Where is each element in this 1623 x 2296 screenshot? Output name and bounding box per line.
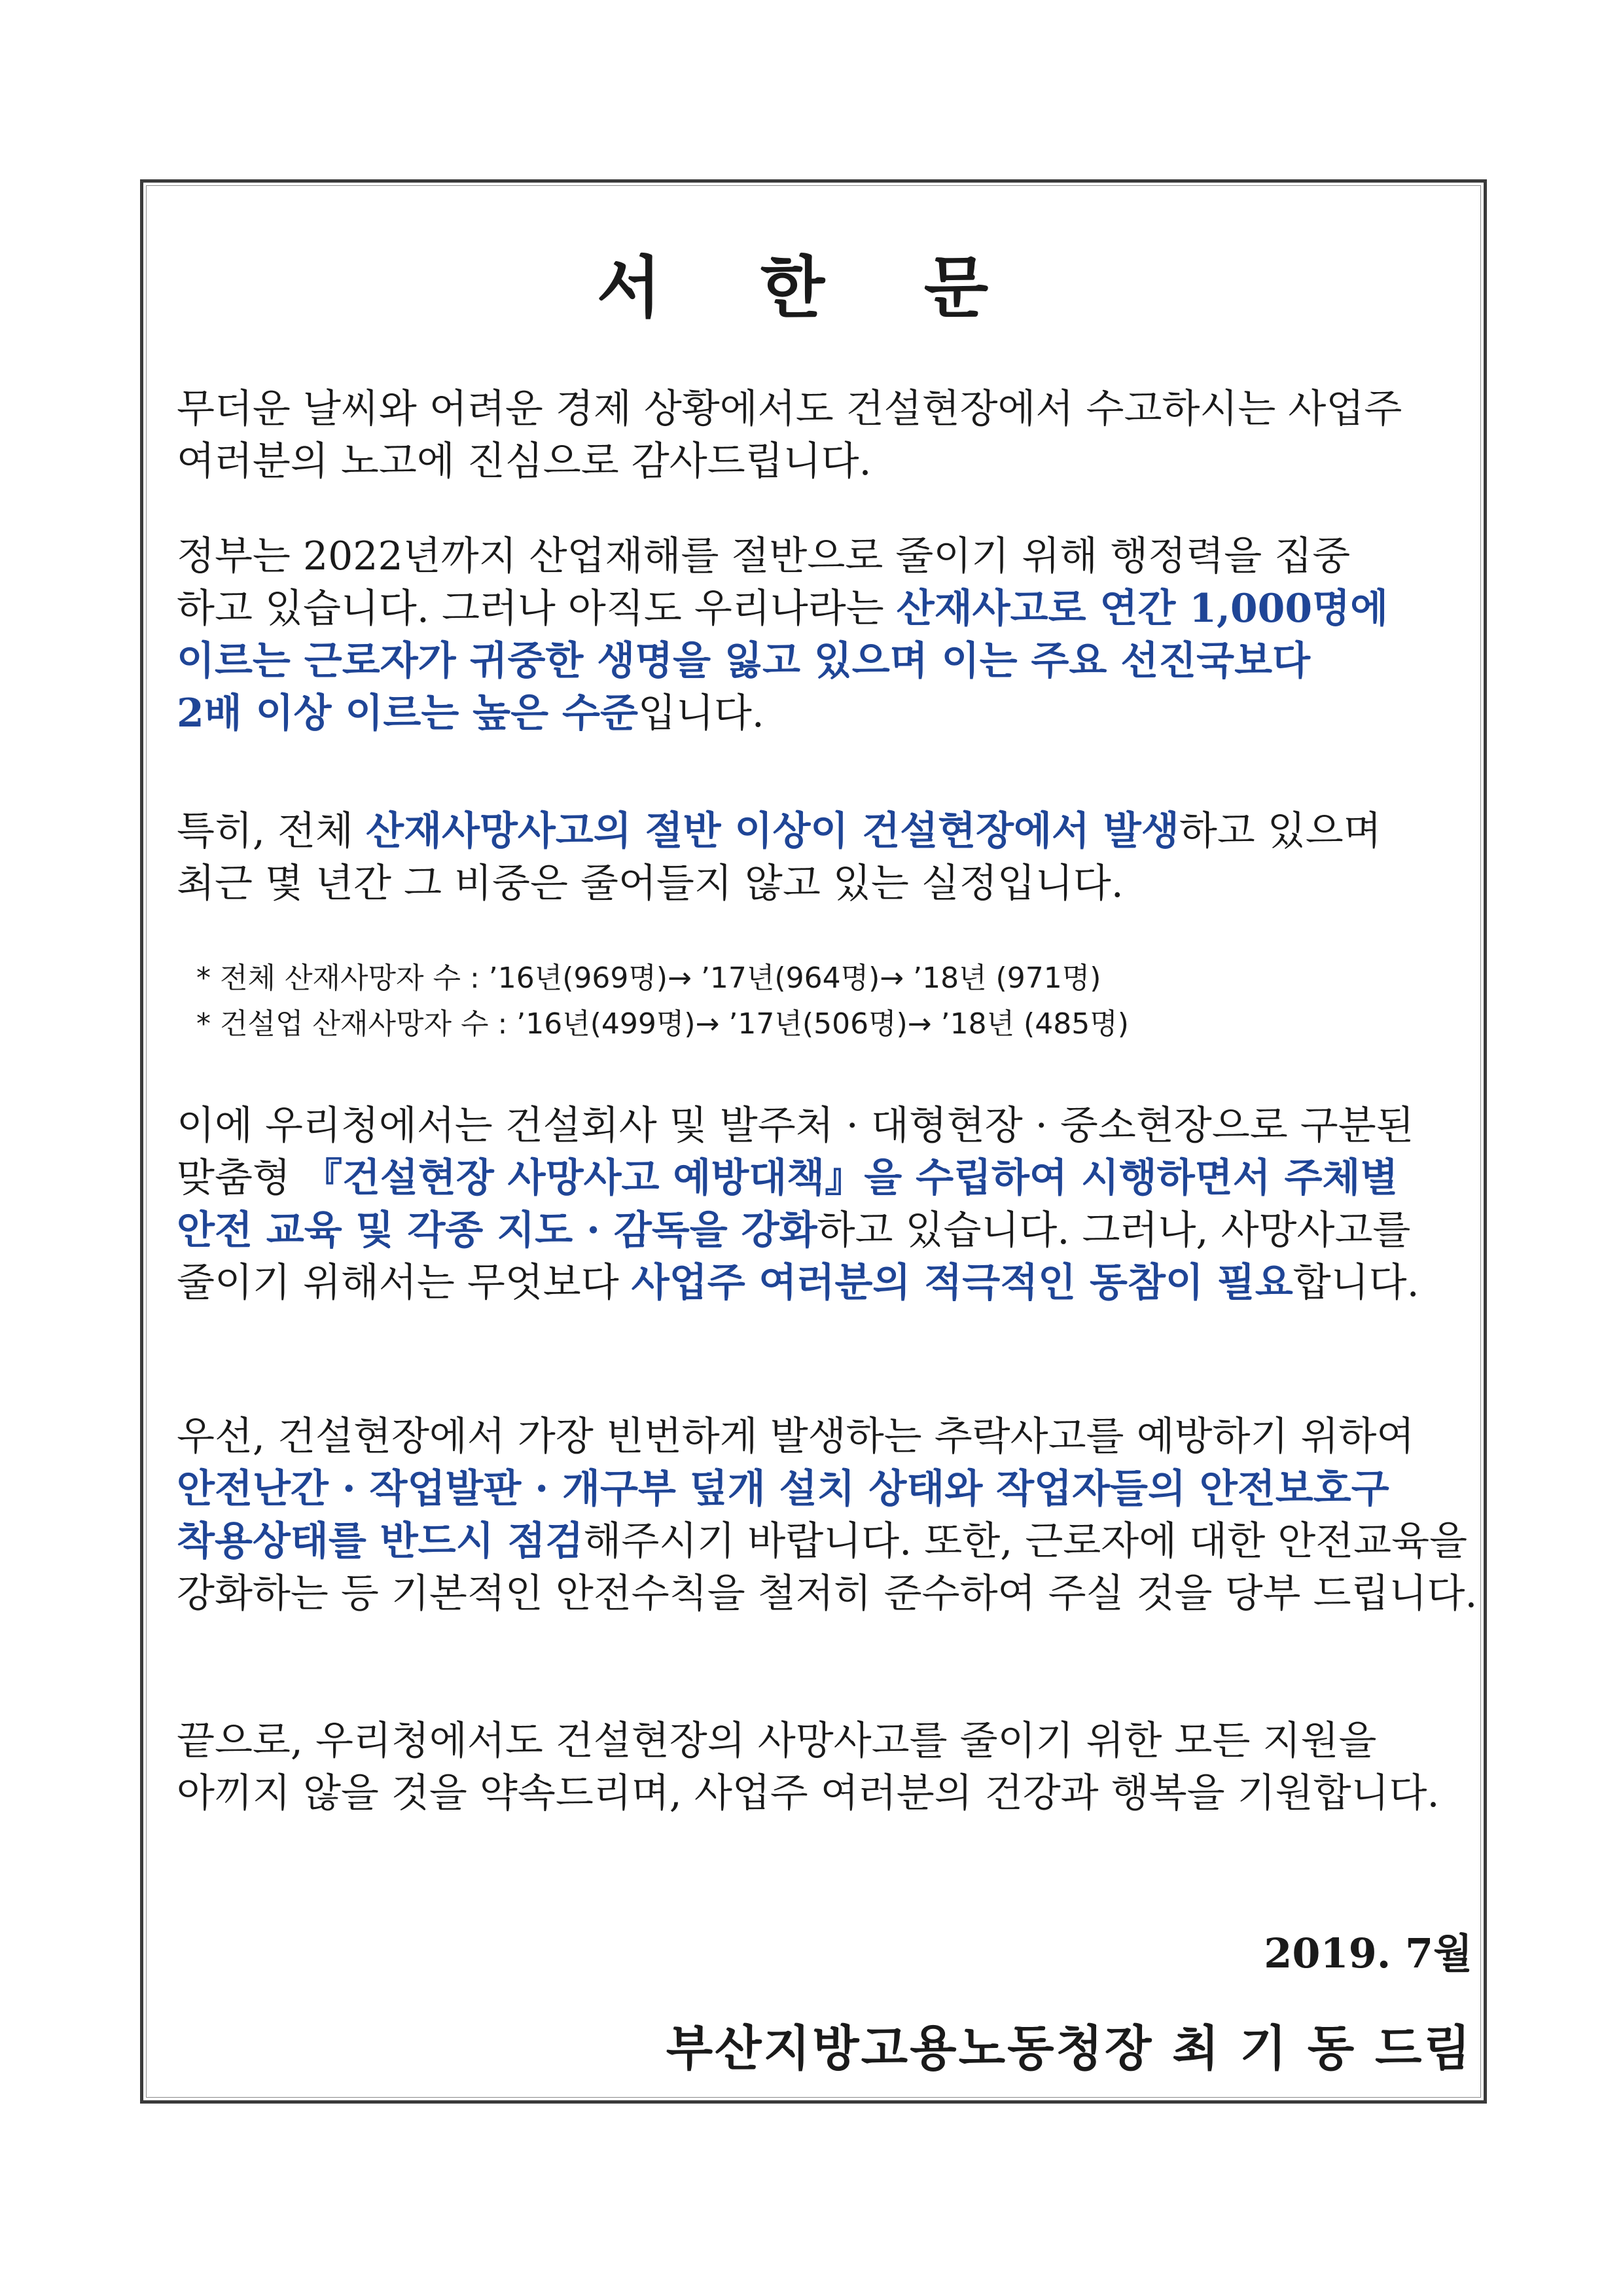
text-span: 입니다.: [637, 691, 764, 736]
text-span: 줄이기 위해서는 무엇보다: [177, 1260, 632, 1306]
highlight-text: 착용상태를 반드시 점검: [177, 1518, 584, 1564]
highlight-text: 산재사망사고의 절반 이상이 건설현장에서 발생: [366, 808, 1179, 854]
paragraph-fall-prevention: [177, 1410, 1482, 1620]
text-line: [177, 1257, 1482, 1309]
text-line: [177, 805, 1482, 857]
text-line: [177, 583, 1482, 635]
paragraph-prevention-measures: [177, 1100, 1482, 1309]
highlight-text: 『건설현장 사망사고 예방대책』을 수립하여 시행하면서 주체별: [302, 1155, 1399, 1201]
document-date: 2019. 7월: [1264, 1929, 1472, 1977]
note-total-fatalities: * 전체 산재사망자 수 : ’16년(969명)→ ’17년(964명)→ ’18년 (971명): [196, 961, 1101, 995]
text-line: [177, 1515, 1482, 1568]
highlight-text: 2배 이상 이르는 높은 수준: [177, 691, 638, 736]
statistics-notes: [177, 956, 1482, 1047]
note-construction-fatalities: * 건설업 산재사망자 수 : ’16년(499명)→ ’17년(506명)→ ’18년 (485명): [196, 1007, 1129, 1041]
text-line: 최근 몇 년간 그 비중은 줄어들지 않고 있는 실정입니다.: [177, 861, 1124, 906]
highlight-text: 사업주 여러분의 적극적인 동참이 필요: [631, 1260, 1293, 1306]
text-span: 해주시기 바랍니다. 또한, 근로자에 대한 안전교육을: [583, 1518, 1468, 1564]
text-line: [177, 687, 1482, 740]
paragraph-construction-share: [177, 805, 1482, 910]
text-line: 끝으로, 우리청에서도 건설현장의 사망사고를 줄이기 위한 모든 지원을: [177, 1718, 1377, 1764]
text-line: 아끼지 않을 것을 약속드리며, 사업주 여러분의 건강과 행복을 기원합니다.: [177, 1770, 1440, 1816]
signature: 부산지방고용노동청장 최 기 동 드림: [666, 2020, 1472, 2077]
highlight-line: 이르는 근로자가 귀중한 생명을 잃고 있으며 이는 주요 선진국보다: [177, 638, 1311, 684]
paragraph-greeting: [177, 383, 1482, 488]
text-span: 맞춤형: [177, 1155, 303, 1201]
text-line: 정부는 2022년까지 산업재해를 절반으로 줄이기 위해 행정력을 집중: [177, 533, 1351, 579]
text-span: 하고 있습니다. 그러나, 사망사고를: [817, 1208, 1411, 1253]
text-span: 하고 있으며: [1179, 808, 1382, 854]
paragraph-government-goal: [177, 530, 1482, 740]
text-line: [177, 1204, 1482, 1257]
text-line: 강화하는 등 기본적인 안전수칙을 철저히 준수하여 주실 것을 당부 드립니다.: [177, 1571, 1478, 1617]
highlight-text: 안전 교육 및 각종 지도 · 감독을 강화: [177, 1208, 817, 1253]
document-title: 서 한 문: [596, 249, 1027, 327]
text-line: 여러분의 노고에 진심으로 감사드립니다.: [177, 439, 872, 484]
text-span: 하고 있습니다. 그러나 아직도 우리나라는: [177, 586, 897, 632]
text-span: 합니다.: [1293, 1260, 1419, 1306]
highlight-line: 안전난간 · 작업발판 · 개구부 덮개 설치 상태와 작업자들의 안전보호구: [177, 1466, 1389, 1512]
text-line: 우선, 건설현장에서 가장 빈번하게 발생하는 추락사고를 예방하기 위하여: [177, 1414, 1415, 1460]
text-line: 무더운 날씨와 어려운 경제 상황에서도 건설현장에서 수고하시는 사업주: [177, 386, 1402, 432]
text-line: 이에 우리청에서는 건설회사 및 발주처 · 대형현장 · 중소현장으로 구분된: [177, 1103, 1414, 1149]
text-span: 특히, 전체: [177, 808, 366, 854]
highlight-text: 산재사고로 연간 1,000명에: [896, 586, 1389, 632]
text-line: [177, 1152, 1482, 1204]
paragraph-closing: [177, 1715, 1482, 1820]
